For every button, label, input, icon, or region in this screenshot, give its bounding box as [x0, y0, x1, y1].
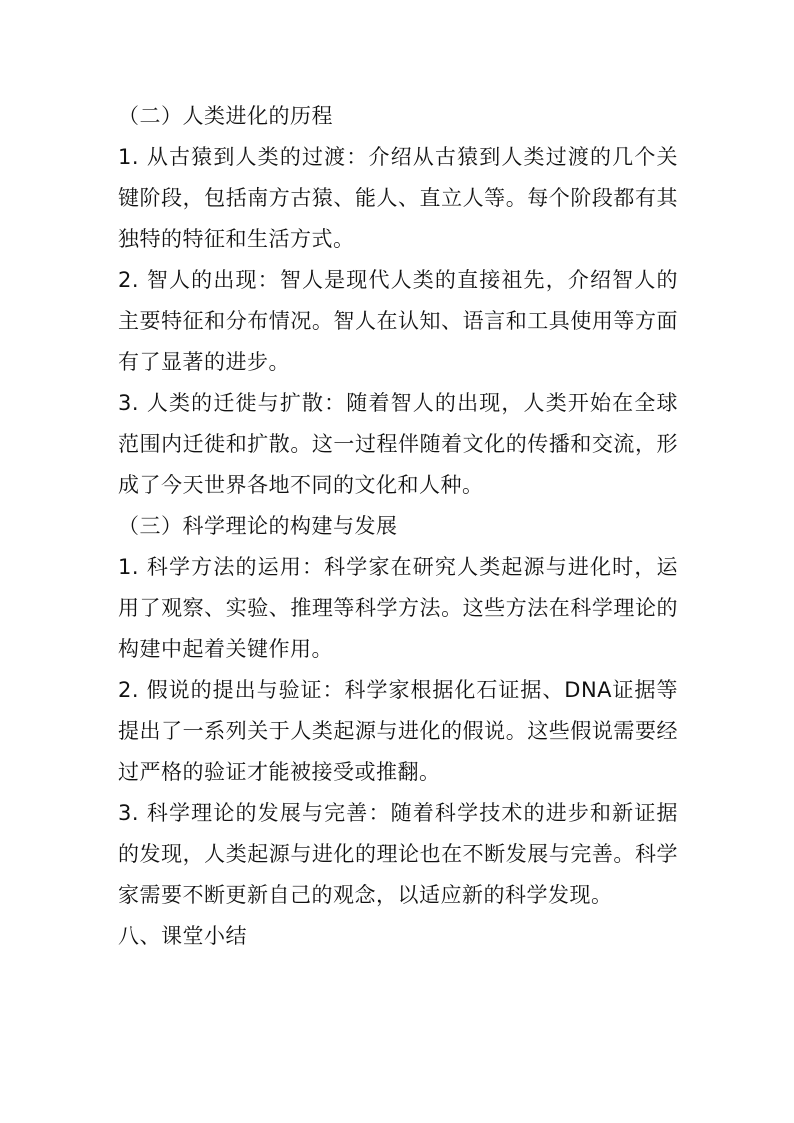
- section-heading: （三）科学理论的构建与发展: [118, 514, 398, 538]
- section-heading: （二）人类进化的历程: [118, 104, 333, 128]
- paragraph: 3. 科学理论的发展与完善：随着科学技术的进步和新证据的发现，人类起源与进化的理论也在不断发展与完善。科学家需要不断更新自己的观念，以适应新的科学发现。: [118, 801, 678, 907]
- paragraph: 1. 科学方法的运用：科学家在研究人类起源与进化时，运用了观察、实验、推理等科学方法。这些方法在科学理论的构建中起着关键作用。: [118, 555, 678, 661]
- paragraph: 3. 人类的迁徙与扩散：随着智人的出现，人类开始在全球范围内迁徙和扩散。这一过程伴随着文化的传播和交流，形成了今天世界各地不同的文化和人种。: [118, 391, 678, 497]
- paragraph: 1. 从古猿到人类的过渡：介绍从古猿到人类过渡的几个关键阶段，包括南方古猿、能人、直立人等。每个阶段都有其独特的特征和生活方式。: [118, 145, 678, 251]
- paragraph: 2. 假说的提出与验证：科学家根据化石证据、DNA证据等提出了一系列关于人类起源与进化的假说。这些假说需要经过严格的验证才能被接受或推翻。: [118, 678, 678, 784]
- section-heading: 八、课堂小结: [118, 924, 247, 948]
- document-body: [118, 96, 678, 957]
- paragraph: 2. 智人的出现：智人是现代人类的直接祖先，介绍智人的主要特征和分布情况。智人在认知、语言和工具使用等方面有了显著的进步。: [118, 268, 678, 374]
